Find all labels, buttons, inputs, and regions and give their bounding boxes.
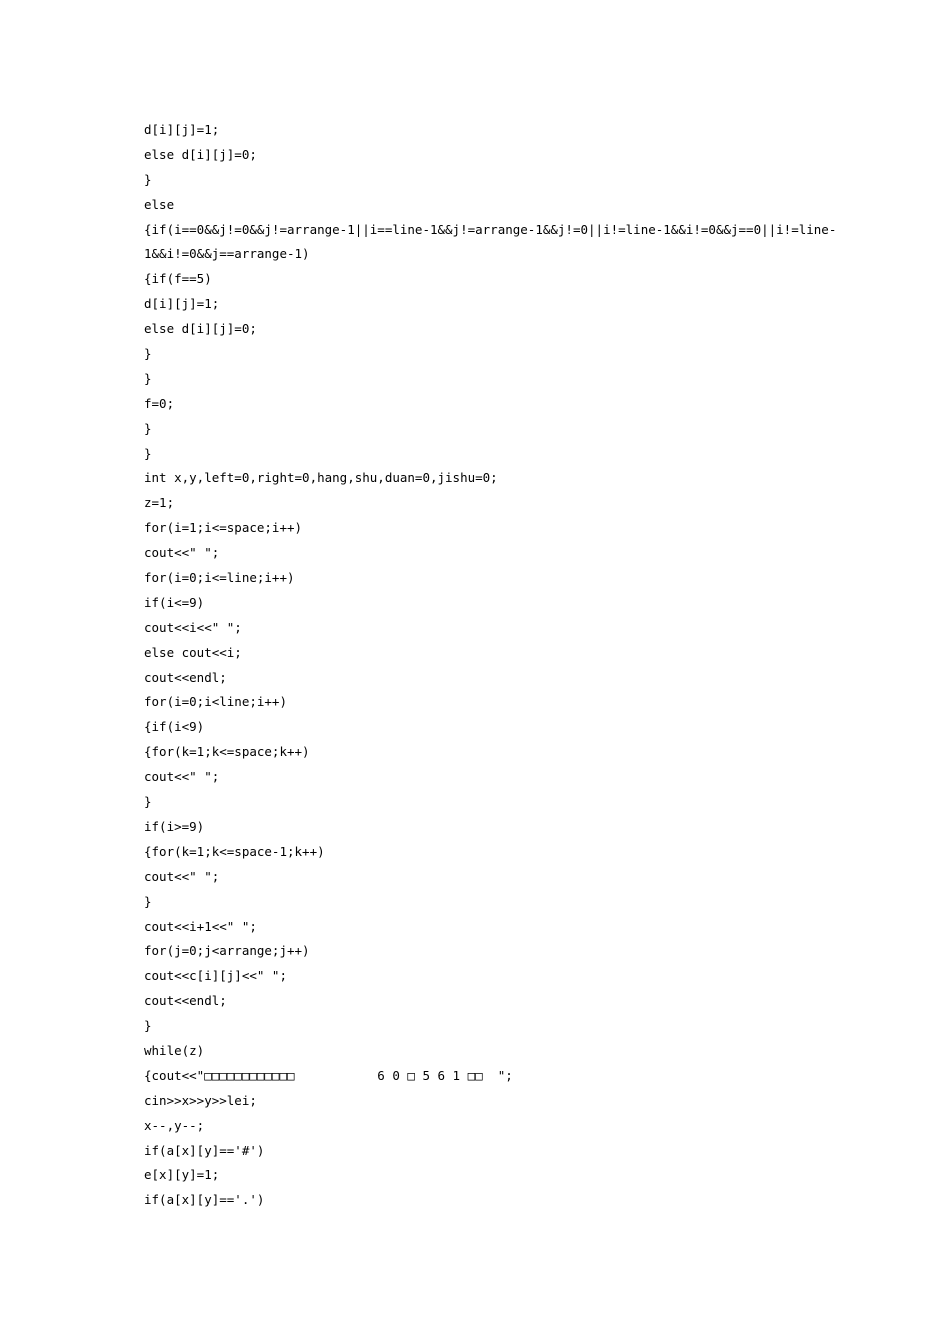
code-line: while(z): [144, 1042, 205, 1058]
code-line: }: [144, 893, 152, 909]
code-line: cout<<i+1<<" ";: [144, 918, 257, 934]
code-line: {if(i<9): [144, 719, 205, 735]
code-line: cout<<i<<" ";: [144, 619, 242, 635]
code-line: }: [144, 171, 152, 187]
code-line: z=1;: [144, 495, 175, 511]
code-line: f=0;: [144, 395, 175, 411]
code-line: {if(i==0&&j!=0&&j!=arrange-1||i==line-1&&j!=arrange-1&&j!=0||i!=line-1&&i!=0&&j==0||i!=line-: [144, 221, 837, 237]
code-line: {cout<<"□□□□□□□□□□□□ 6 0 □ 5 6 1 □□ ";: [144, 1067, 513, 1083]
code-line: e[x][y]=1;: [144, 1167, 220, 1183]
code-line: cout<<endl;: [144, 669, 227, 685]
code-line: d[i][j]=1;: [144, 122, 220, 137]
code-line: else d[i][j]=0;: [144, 321, 257, 337]
code-line: cout<<" ";: [144, 545, 220, 561]
code-line: cout<<c[i][j]<<" ";: [144, 968, 287, 984]
code-line: {if(f==5): [144, 271, 212, 287]
code-line: cout<<" ";: [144, 868, 220, 884]
code-line: cin>>x>>y>>lei;: [144, 1092, 257, 1108]
code-line: for(i=0;i<line;i++): [144, 694, 287, 710]
code-line: }: [144, 445, 152, 461]
code-line: for(i=1;i<=space;i++): [144, 520, 303, 536]
code-line: }: [144, 1018, 152, 1034]
code-line: int x,y,left=0,right=0,hang,shu,duan=0,jishu=0;: [144, 470, 498, 486]
code-line: 1&&i!=0&&j==arrange-1): [144, 246, 310, 262]
code-line: }: [144, 370, 152, 386]
code-line: {for(k=1;k<=space-1;k++): [144, 843, 325, 859]
code-line: if(a[x][y]=='.'): [144, 1192, 265, 1208]
code-line: if(i>=9): [144, 818, 205, 834]
code-line: if(i<=9): [144, 594, 205, 610]
code-line: }: [144, 794, 152, 810]
code-line: else d[i][j]=0;: [144, 146, 257, 162]
code-line: {for(k=1;k<=space;k++): [144, 744, 310, 760]
code-line: }: [144, 346, 152, 362]
code-line: for(j=0;j<arrange;j++): [144, 943, 310, 959]
code-line: else cout<<i;: [144, 644, 242, 660]
code-line: d[i][j]=1;: [144, 296, 220, 312]
code-line: else: [144, 196, 175, 212]
code-line: if(a[x][y]=='#'): [144, 1142, 265, 1158]
code-line: cout<<endl;: [144, 993, 227, 1009]
code-line: for(i=0;i<=line;i++): [144, 570, 295, 586]
code-line: x--,y--;: [144, 1117, 205, 1133]
code-line: }: [144, 420, 152, 436]
code-listing: [144, 118, 837, 1213]
code-line: cout<<" ";: [144, 769, 220, 785]
